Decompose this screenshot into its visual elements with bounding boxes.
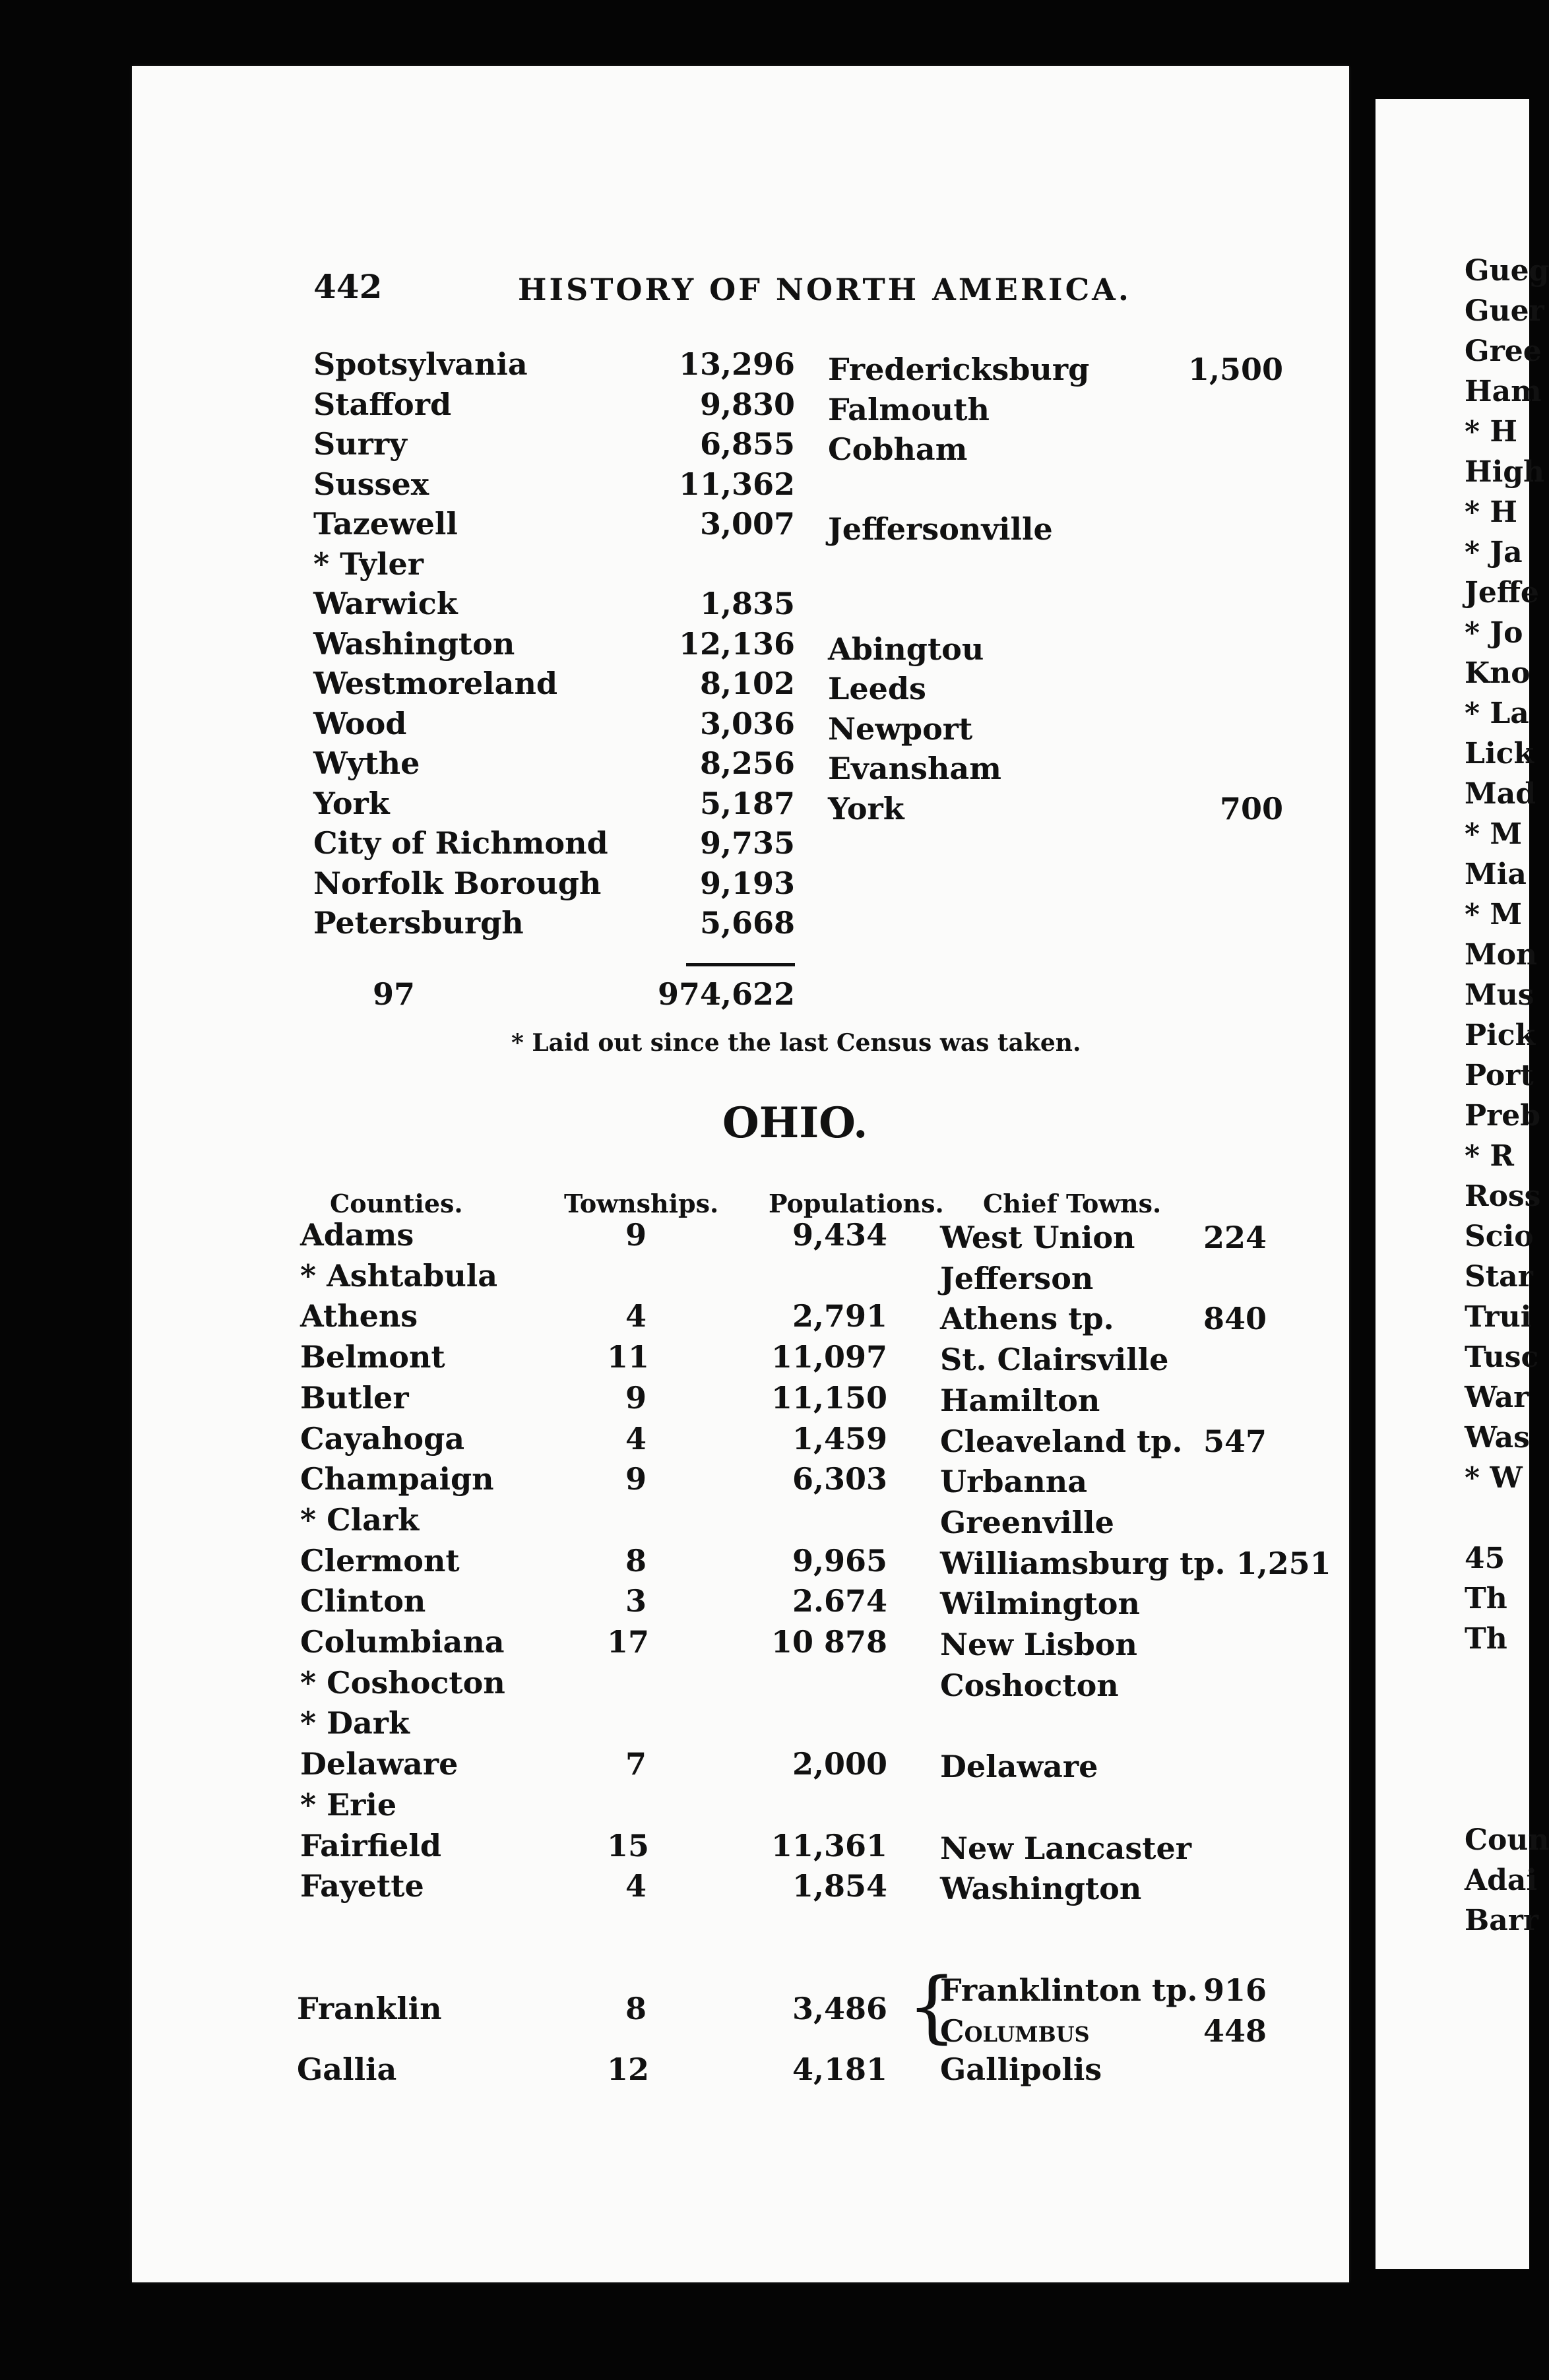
va-town: Jeffersonville: [828, 511, 1053, 547]
facing-page-fragment: * Ja: [1465, 536, 1523, 569]
oh-town-pop: 547: [1203, 1423, 1267, 1459]
oh-town: Urbanna: [940, 1464, 1088, 1500]
va-town-pop: 1,500: [1187, 352, 1283, 387]
franklin-population: 3,486: [792, 1991, 887, 2026]
va-county: Warwick: [313, 586, 458, 621]
va-county: Stafford: [313, 386, 452, 422]
footnote: * Laid out since the last Census was taken.: [511, 1029, 1081, 1057]
oh-population: 11,361: [771, 1827, 887, 1863]
va-county: Washington: [313, 625, 515, 662]
facing-page-fragment: Adai: [1465, 1863, 1538, 1897]
facing-page: [1375, 99, 1549, 2269]
franklin-town-1-pop: 916: [1203, 1972, 1267, 2008]
facing-page-fragment: War: [1465, 1381, 1529, 1414]
oh-townships: 4: [625, 1298, 647, 1334]
va-population: 12,136: [678, 625, 795, 662]
oh-town: Coshocton: [940, 1667, 1119, 1703]
oh-town: New Lisbon: [940, 1627, 1137, 1662]
oh-population: 2,000: [792, 1746, 887, 1782]
oh-town: St. Clairsville: [940, 1342, 1169, 1378]
oh-townships: 15: [607, 1827, 650, 1863]
oh-population: 6,303: [792, 1461, 887, 1497]
facing-page-fragment: Tusc: [1465, 1340, 1539, 1374]
oh-population: 9,434: [792, 1217, 887, 1253]
facing-page-fragment: * W: [1465, 1461, 1523, 1495]
oh-population: 11,150: [771, 1379, 887, 1416]
gallia-townships: 12: [607, 2051, 650, 2087]
gallia-population: 4,181: [792, 2051, 887, 2087]
facing-page-fragment: * H: [1465, 415, 1517, 449]
facing-page-fragment: Lick: [1465, 737, 1534, 770]
va-population: 11,362: [678, 466, 795, 502]
oh-townships: 11: [607, 1339, 650, 1375]
va-population: 3,036: [699, 705, 795, 741]
facing-page-fragment: Was: [1465, 1421, 1530, 1455]
virginia-total-count: 97: [373, 976, 416, 1012]
franklin-town-1: Franklinton tp.: [940, 1972, 1198, 2008]
franklin-townships: 8: [625, 1991, 647, 2026]
col-head-counties: Counties.: [330, 1189, 463, 1218]
oh-county: Columbiana: [300, 1624, 505, 1660]
oh-town: Williamsburg tp. 1,251: [940, 1545, 1331, 1581]
oh-town-pop: 840: [1203, 1301, 1267, 1337]
oh-population: 11,097: [771, 1339, 887, 1375]
oh-town: West Union: [940, 1220, 1135, 1255]
oh-population: 2.674: [792, 1583, 887, 1619]
va-population: 9,193: [699, 865, 795, 901]
va-population: 8,102: [699, 666, 795, 701]
oh-townships: 3: [625, 1583, 647, 1619]
oh-town: Greenville: [940, 1504, 1114, 1540]
va-county: * Tyler: [313, 546, 424, 582]
facing-page-fragment: Coun: [1465, 1823, 1549, 1857]
va-population: 1,835: [699, 586, 795, 621]
oh-townships: 9: [625, 1379, 647, 1416]
virginia-total-population: 974,622: [657, 976, 795, 1012]
gallia-town: Gallipolis: [940, 2051, 1102, 2087]
gallia-county: Gallia: [297, 2051, 397, 2087]
oh-county: Adams: [300, 1217, 414, 1253]
oh-town: Jefferson: [940, 1260, 1094, 1296]
va-county: Tazewell: [313, 506, 458, 542]
oh-population: 2,791: [792, 1298, 887, 1334]
va-population: 9,735: [699, 825, 795, 861]
oh-town: Washington: [940, 1871, 1142, 1907]
facing-page-fragment: Mus: [1465, 978, 1534, 1012]
facing-page-fragment: Preb: [1465, 1099, 1541, 1133]
facing-page-fragment: * Jo: [1465, 616, 1523, 650]
facing-page-fragment: * M: [1465, 898, 1523, 931]
facing-page-fragment: Mon: [1465, 938, 1538, 972]
oh-town: New Lancaster: [940, 1830, 1191, 1866]
facing-page-fragment: Scio: [1465, 1220, 1534, 1253]
va-town: Evansham: [828, 751, 1001, 786]
va-county: Petersburgh: [313, 905, 524, 941]
va-county: Wythe: [313, 745, 420, 781]
va-county: Norfolk Borough: [313, 865, 602, 901]
facing-page-fragment: Ham: [1465, 375, 1542, 408]
oh-population: 1,459: [792, 1420, 887, 1456]
facing-page-fragment: Th: [1465, 1622, 1507, 1656]
facing-page-fragment: Th: [1465, 1582, 1507, 1615]
oh-town: Athens tp.: [940, 1301, 1114, 1337]
va-town: Leeds: [828, 671, 926, 706]
oh-county: Champaign: [300, 1461, 494, 1497]
oh-county: Cayahoga: [300, 1420, 465, 1456]
va-county: Surry: [313, 426, 407, 462]
va-population: 13,296: [678, 346, 795, 382]
oh-population: 1,854: [792, 1868, 887, 1904]
oh-county: Clinton: [300, 1583, 426, 1619]
franklin-county: Franklin: [297, 1991, 442, 2026]
franklin-town-2-pop: 448: [1203, 2013, 1267, 2049]
oh-population: 9,965: [792, 1542, 887, 1579]
va-town: Newport: [828, 710, 973, 747]
facing-page-fragment: Jeffe: [1465, 576, 1539, 610]
facing-page-fragment: Pick: [1465, 1018, 1536, 1052]
va-county: Wood: [313, 705, 407, 741]
facing-page-fragment: Gree: [1465, 334, 1542, 368]
va-county: City of Richmond: [313, 825, 608, 861]
facing-page-fragment: * La: [1465, 697, 1529, 730]
oh-county: Athens: [300, 1298, 418, 1334]
facing-page-fragment: 45: [1465, 1542, 1505, 1575]
oh-townships: 9: [625, 1461, 647, 1497]
oh-townships: 4: [625, 1868, 647, 1904]
va-county: York: [313, 785, 390, 821]
page-number: 442: [313, 267, 383, 306]
va-town: Cobham: [828, 431, 968, 467]
oh-townships: 9: [625, 1217, 647, 1253]
va-population: 3,007: [699, 506, 795, 542]
va-town: York: [828, 790, 904, 827]
oh-county: * Clark: [300, 1501, 420, 1538]
facing-page-fragment: Port: [1465, 1059, 1534, 1092]
va-town-pop: 700: [1219, 790, 1283, 827]
va-town: Abingtou: [828, 631, 984, 667]
oh-townships: 8: [625, 1542, 647, 1579]
oh-townships: 7: [625, 1746, 647, 1782]
va-population: 8,256: [699, 745, 795, 781]
oh-town: Hamilton: [940, 1382, 1100, 1418]
facing-page-fragment: Kno: [1465, 656, 1531, 690]
facing-page-fragment: * R: [1465, 1139, 1514, 1173]
facing-page-fragment: Star: [1465, 1260, 1533, 1294]
va-county: Westmoreland: [313, 666, 558, 701]
running-title: HISTORY OF NORTH AMERICA.: [518, 272, 1131, 307]
oh-county: * Coshocton: [300, 1664, 505, 1701]
oh-town: Delaware: [940, 1749, 1098, 1785]
oh-townships: 17: [607, 1624, 650, 1660]
oh-town: Cleaveland tp.: [940, 1423, 1183, 1459]
oh-county: Belmont: [300, 1339, 445, 1375]
va-population: 5,187: [699, 785, 795, 821]
va-population: 9,830: [699, 386, 795, 422]
oh-county: Delaware: [300, 1746, 458, 1782]
book-page: [132, 66, 1349, 2282]
va-population: 5,668: [699, 905, 795, 941]
brace-mark: {: [907, 1960, 957, 2051]
oh-county: Fayette: [300, 1868, 424, 1904]
facing-page-fragment: High: [1465, 455, 1545, 489]
facing-page-fragment: * M: [1465, 817, 1523, 851]
col-head-townships: Townships.: [564, 1189, 719, 1218]
facing-page-fragment: Ross: [1465, 1179, 1541, 1213]
oh-county: Fairfield: [300, 1827, 442, 1863]
oh-town-pop: 224: [1203, 1220, 1267, 1255]
oh-county: Butler: [300, 1379, 409, 1416]
oh-town: Wilmington: [940, 1586, 1140, 1622]
oh-population: 10 878: [771, 1624, 887, 1660]
col-head-populations: Populations.: [769, 1189, 944, 1218]
facing-page-fragment: Trui: [1465, 1300, 1532, 1334]
facing-page-fragment: Mia: [1465, 858, 1527, 891]
oh-county: * Erie: [300, 1786, 397, 1823]
va-town: Falmouth: [828, 391, 990, 427]
va-county: Spotsylvania: [313, 346, 528, 382]
sum-rule: [686, 963, 795, 966]
franklin-town-2: Columbus: [940, 2013, 1090, 2049]
facing-page-fragment: * H: [1465, 495, 1517, 529]
oh-county: Clermont: [300, 1542, 460, 1579]
oh-county: * Ashtabula: [300, 1257, 498, 1294]
va-population: 6,855: [699, 426, 795, 462]
col-head-chief-towns: Chief Towns.: [983, 1189, 1162, 1218]
facing-page-fragment: Barr: [1465, 1904, 1539, 1937]
ohio-title: OHIO.: [722, 1098, 868, 1148]
va-county: Sussex: [313, 466, 429, 502]
oh-county: * Dark: [300, 1705, 410, 1741]
facing-page-fragment: Guer: [1465, 294, 1544, 328]
facing-page-fragment: Mad: [1465, 777, 1536, 811]
oh-townships: 4: [625, 1420, 647, 1456]
va-town: Fredericksburg: [828, 352, 1090, 387]
facing-page-fragment: Gueg: [1465, 254, 1549, 288]
